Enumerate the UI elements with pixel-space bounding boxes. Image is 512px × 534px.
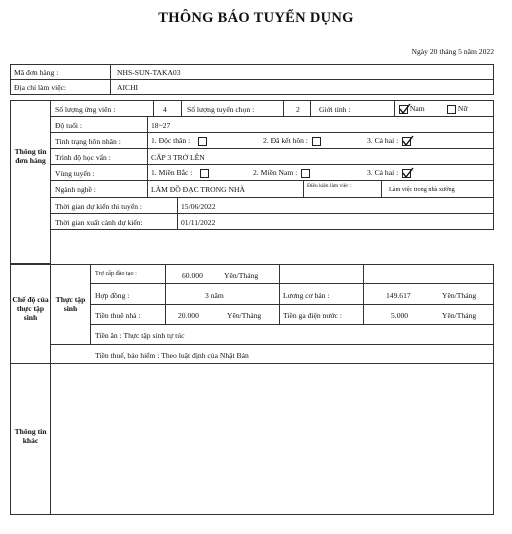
gender-label: Giới tính : bbox=[319, 105, 351, 114]
other-info-area bbox=[50, 363, 494, 515]
work-place-cell bbox=[110, 79, 494, 95]
departure-label: Thời gian xuất cảnh dự kiến: bbox=[55, 218, 143, 227]
gender-male-checkbox[interactable] bbox=[399, 105, 408, 114]
check-icon bbox=[402, 167, 414, 179]
job-label: Ngành nghề : bbox=[55, 185, 96, 194]
work-place-value: AICHI bbox=[117, 83, 139, 92]
applicants-label: Số lượng ứng viên : bbox=[55, 105, 116, 114]
region-label: Vùng tuyển : bbox=[55, 169, 95, 178]
rent-row bbox=[90, 304, 494, 325]
gender-male-label: Nam bbox=[409, 104, 425, 113]
departure-date: 01/11/2022 bbox=[181, 218, 216, 227]
region-both-label: 3. Cả hai : bbox=[367, 168, 399, 177]
section-benefit-cell bbox=[10, 264, 51, 364]
allowance-label: Trợ cấp đào tạo : bbox=[95, 270, 137, 277]
work-place-label: Địa chỉ làm việc: bbox=[14, 83, 67, 92]
departure-row bbox=[50, 213, 494, 230]
region-north-option[interactable] bbox=[151, 168, 209, 178]
work-cond-label: Điều kiện làm việc : bbox=[307, 183, 352, 189]
utility-value: 5.000 bbox=[391, 311, 409, 320]
region-north-label: 1. Miền Bắc : bbox=[151, 168, 193, 177]
selected-value: 2 bbox=[296, 105, 300, 114]
gender-female-option[interactable] bbox=[447, 104, 468, 114]
salary-label: Lương cơ bản : bbox=[283, 291, 330, 300]
order-code-label-cell bbox=[10, 64, 111, 80]
job-row bbox=[50, 180, 494, 198]
applicants-value: 4 bbox=[163, 105, 167, 114]
job-value: LÀM ĐỒ ĐẠC TRONG NHÀ bbox=[151, 185, 245, 194]
region-north-checkbox[interactable] bbox=[200, 169, 209, 178]
trainee-title: Thực tập sinh bbox=[55, 295, 86, 313]
age-label: Độ tuổi : bbox=[55, 121, 83, 130]
marital-single-label: 1. Độc thân : bbox=[151, 136, 191, 145]
meals-row bbox=[90, 324, 494, 345]
section-other-title: Thông tin khác bbox=[14, 427, 47, 445]
work-cond-value: Làm việc trong nhà xưởng bbox=[389, 186, 455, 193]
trainee-cell bbox=[50, 264, 91, 345]
allowance-unit: Yên/Tháng bbox=[224, 271, 259, 280]
contract-value: 3 năm bbox=[205, 291, 224, 300]
order-code-label: Mã đơn hàng : bbox=[14, 68, 59, 77]
region-both-checkbox[interactable] bbox=[402, 169, 411, 178]
age-row bbox=[50, 116, 494, 133]
check-icon bbox=[402, 135, 414, 147]
selected-label: Số lượng tuyển chọn : bbox=[187, 105, 255, 114]
section-order-title: Thông tin đơn hàng bbox=[14, 147, 47, 165]
meals-text: Tiền ăn : Thực tập sinh tự túc bbox=[95, 331, 185, 340]
region-south-option[interactable] bbox=[253, 168, 310, 178]
gender-female-checkbox[interactable] bbox=[447, 105, 456, 114]
region-row bbox=[50, 164, 494, 181]
tax-row bbox=[50, 344, 494, 364]
check-icon bbox=[399, 103, 411, 115]
region-south-label: 2. Miền Nam : bbox=[253, 168, 298, 177]
allowance-row bbox=[90, 264, 494, 284]
applicants-row bbox=[50, 100, 494, 117]
education-label: Trình độ học vấn : bbox=[55, 153, 111, 162]
marital-married-label: 2. Đã kết hôn : bbox=[263, 136, 308, 145]
marital-label: Tình trạng hôn nhân : bbox=[55, 137, 121, 146]
rent-value: 20.000 bbox=[178, 311, 199, 320]
notice-date: Ngày 20 tháng 5 năm 2022 bbox=[411, 47, 494, 56]
utility-label: Tiền ga điện nước : bbox=[283, 311, 342, 320]
age-value: 18~27 bbox=[151, 121, 171, 130]
order-code-value: NHS-SUN-TAKA03 bbox=[117, 68, 181, 77]
gender-male-option[interactable] bbox=[399, 104, 425, 114]
region-south-checkbox[interactable] bbox=[301, 169, 310, 178]
utility-unit: Yên/Tháng bbox=[442, 311, 477, 320]
education-row bbox=[50, 148, 494, 165]
region-both-option[interactable] bbox=[367, 168, 411, 178]
rent-unit: Yên/Tháng bbox=[227, 311, 262, 320]
marital-single-checkbox[interactable] bbox=[198, 137, 207, 146]
marital-married-checkbox[interactable] bbox=[312, 137, 321, 146]
marital-both-checkbox[interactable] bbox=[402, 137, 411, 146]
allowance-value: 60.000 bbox=[182, 271, 203, 280]
marital-single-option[interactable] bbox=[151, 136, 207, 146]
marital-married-option[interactable] bbox=[263, 136, 321, 146]
salary-unit: Yên/Tháng bbox=[442, 291, 477, 300]
tax-text: Tiền thuế, bảo hiểm : Theo luật định của Nhật Bản bbox=[95, 351, 249, 360]
contract-label: Hợp đồng : bbox=[95, 291, 130, 300]
page-title: THÔNG BÁO TUYỂN DỤNG bbox=[158, 10, 354, 26]
exam-label: Thời gian dự kiến thi tuyển : bbox=[55, 202, 143, 211]
salary-value: 149.617 bbox=[386, 291, 411, 300]
section-other-cell bbox=[10, 363, 51, 515]
contract-row bbox=[90, 283, 494, 305]
section-benefit-title: Chế độ của thực tập sinh bbox=[12, 295, 49, 322]
order-code-cell bbox=[110, 64, 494, 80]
gender-female-label: Nữ bbox=[457, 104, 468, 113]
marital-both-label: 3. Cả hai : bbox=[367, 136, 399, 145]
rent-label: Tiền thuê nhà : bbox=[95, 311, 141, 320]
exam-date: 15/06/2022 bbox=[181, 202, 216, 211]
marital-both-option[interactable] bbox=[367, 136, 411, 146]
marital-row bbox=[50, 132, 494, 149]
section-order-cell bbox=[10, 100, 51, 264]
work-place-label-cell bbox=[10, 79, 111, 95]
education-value: CẤP 3 TRỞ LÊN bbox=[151, 153, 205, 162]
exam-row bbox=[50, 197, 494, 214]
